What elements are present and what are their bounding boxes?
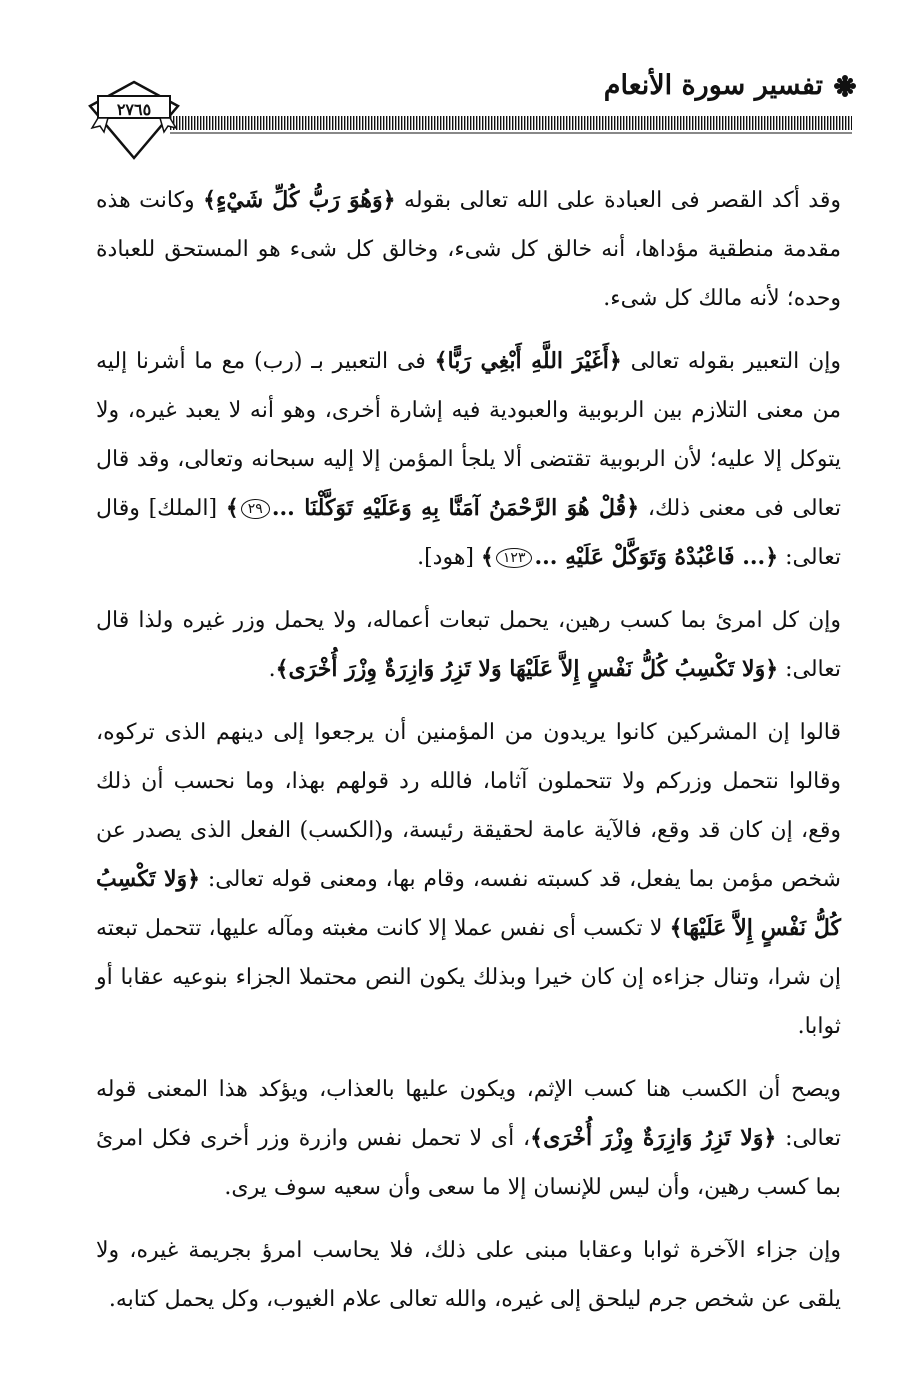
- verse-number: ١٢٣: [496, 548, 533, 568]
- body-text: وإن التعبير بقوله تعالى: [621, 349, 841, 374]
- page-number: ٢٧٦٥: [116, 100, 152, 119]
- paragraph: [96, 1226, 841, 1324]
- body-text: .: [268, 657, 276, 682]
- quran-verse: ﴿... فَاعْبُدْهُ وَتَوَكَّلْ عَلَيْهِ ...: [534, 544, 779, 570]
- body-text: قالوا إن المشركين كانوا يريدون من المؤمنين أن يرجعوا إلى دينهم الذى تركوه، وقالوا نتحمل وزركم ولا تتحملون آثاما، فالله رد قولهم بهذا، وما نحسب أن ذلك وقع، إن كان قد وقع، فالآية عامة لحقيقة رئيسة، و(الكسب) الفعل الذى يصدر عن شخص مؤمن بما يفعل، قد كسبته نفسه، وقام بها، ومعنى قوله تعالى:: [96, 720, 841, 892]
- quran-verse: ﴿وَلا تَزِرُ وَازِرَةٌ وِزْرَ أُخْرَى﴾: [530, 1125, 777, 1151]
- verse-number: ٢٩: [241, 499, 270, 519]
- flower-ornament-icon: [833, 74, 857, 98]
- page-body: [96, 176, 841, 1338]
- body-text: لا تكسب أى نفس عملا إلا كانت مغبته ومآله عليها، تتحمل تبعته إن شرا، وتنال جزاءه إن كان خيرا وبذلك يكون النص محتملا الجزاء بنوعيه عقابا أو ثوابا.: [96, 916, 841, 1039]
- body-text: وإن كل امرئ بما كسب رهين، يحمل تبعات أعماله، ولا يحمل وزر غيره ولذا قال تعالى:: [96, 608, 841, 682]
- paragraph: [96, 596, 841, 694]
- body-text: فى التعبير بـ (رب) مع ما أشرنا إليه من معنى التلازم بين الربوبية والعبودية فيه إشارة أخرى، وهو أنه لا يعبد غيره، ولا يتوكل إلا عليه؛ لأن الربوبية تقتضى ألا يلجأ المؤمن إلا إليه سبحانه وتعالى، وقد قال تعالى فى معنى ذلك،: [96, 349, 842, 521]
- quran-verse: ﴿وَلا تَكْسِبُ كُلُّ نَفْسٍ إِلاَّ عَلَيْهَا﴾: [96, 866, 842, 941]
- body-text: [الملك] وقال تعالى:: [96, 496, 841, 570]
- quran-verse: ﴿وَلا تَكْسِبُ كُلُّ نَفْسٍ إِلاَّ عَلَيْهَا وَلا تَزِرُ وَازِرَةٌ وِزْرَ أُخْرَى﴾: [275, 656, 779, 682]
- header-rule: [170, 112, 852, 136]
- body-text: وإن جزاء الآخرة ثوابا وعقابا مبنى على ذلك، فلا يحاسب امرؤ بجريمة غيره، ولا يلقى عن شخص جرم ليلحق إلى غيره، والله تعالى علام الغيوب، وكل يحمل كتابه.: [96, 1238, 841, 1312]
- running-header-title: تفسير سورة الأنعام: [603, 70, 823, 101]
- quran-verse: ﴿أَغَيْرَ اللَّهِ أَبْغِي رَبًّا﴾: [434, 348, 622, 374]
- body-text: ، أى لا تحمل نفس وازرة وزر أخرى فكل امرئ بما كسب رهين، وأن ليس للإنسان إلا ما سعى وأن سعيه سوف يرى.: [96, 1126, 841, 1200]
- paragraph: [96, 1065, 841, 1212]
- quran-verse: ﴿وَهُوَ رَبُّ كُلِّ شَيْءٍ﴾: [203, 187, 396, 213]
- paragraph: [96, 708, 841, 1051]
- body-text: ويصح أن الكسب هنا كسب الإثم، ويكون عليها بالعذاب، ويؤكد هذا المعنى قوله تعالى:: [96, 1077, 841, 1151]
- paragraph: [96, 176, 841, 323]
- body-text: [هود].: [417, 545, 482, 570]
- paragraph: [96, 337, 841, 582]
- quran-verse: ﴿قُلْ هُوَ الرَّحْمَنُ آمَنَّا بِهِ وَعَلَيْهِ تَوَكَّلْنَا ...: [271, 495, 640, 521]
- body-text: وقد أكد القصر فى العبادة على الله تعالى بقوله: [395, 188, 841, 213]
- body-text: وكانت هذه مقدمة منطقية مؤداها، أنه خالق كل شىء، وخالق كل شىء هو المستحق للعبادة وحده؛ لأنه مالك كل شىء.: [96, 188, 841, 311]
- page-number-badge: [86, 80, 182, 160]
- quran-verse: ﴾: [225, 495, 239, 521]
- quran-verse: ﴾: [481, 544, 494, 570]
